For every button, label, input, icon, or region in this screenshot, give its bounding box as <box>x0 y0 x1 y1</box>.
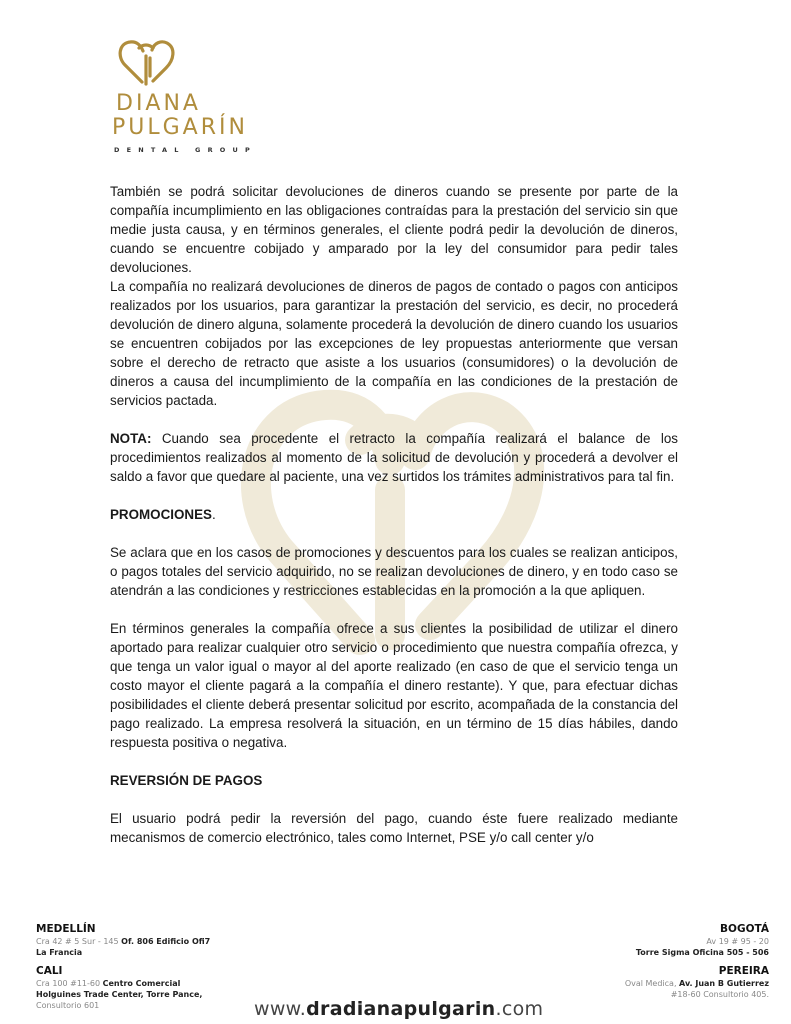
address-medellin-line2 <box>36 947 276 958</box>
paragraph-devoluciones-incumplimiento: También se podrá solicitar devoluciones de dineros cuando se presente por parte de la compañía incumplimiento en las obligaciones contraídas para la prestación del servicio sin que medie justa causa, y en términos generales, el cliente podrá pedir la devolución de dineros, cuando se encuentre cobijado y amparado por la ley del consumidor para pedir tales devoluciones. <box>110 184 678 275</box>
city-cali: CALI <box>36 965 63 977</box>
address-pereira-line1 <box>529 978 769 989</box>
document-body <box>110 182 678 847</box>
company-logo <box>112 38 257 154</box>
paragraph-promociones: Se aclara que en los casos de promociones y descuentos para los cuales se realizan anticipos, o pagos totales del servicio adquirido, no se realizan devoluciones de dinero, y en todo caso se atendrán a las condiciones y restricciones establecidas en la promoción a la que apliquen. <box>110 545 678 598</box>
logo-name-line2: PULGARÍN <box>112 115 248 140</box>
city-bogota: BOGOTÁ <box>720 923 769 935</box>
address-bogota-building: Torre Sigma Oficina 505 - 506 <box>635 948 769 957</box>
address-pereira-line2: #18-60 Consultorio 405. <box>670 990 769 999</box>
logo-subtitle: DENTAL GROUP <box>114 146 257 154</box>
address-bogota-line1: Av 19 # 95 - 20 <box>706 937 769 946</box>
website-domain: dradianapulgarin <box>306 998 496 1020</box>
paragraph-reversion: El usuario podrá pedir la reversión del pago, cuando éste fuere realizado mediante mecanismos de comercio electrónico, tales como Internet, PSE y/o call center y/o <box>110 811 678 845</box>
nota-text: Cuando sea procedente el retracto la compañía realizará el balance de los procedimientos realizados al momento de la solicitud de devolución y procederá a devolver el saldo a favor que quedare al paciente, una vez surtidos los trámites administrativos para tal fin. <box>110 431 678 484</box>
heart-logo-icon <box>116 38 180 86</box>
address-bogota-line2 <box>529 947 769 958</box>
website-prefix: www. <box>254 998 307 1020</box>
address-pereira-light: Oval Medica, <box>624 979 680 988</box>
address-medellin-light: Cra 42 # 5 Sur - 145 <box>36 937 122 946</box>
heading-reversion-pagos: REVERSIÓN DE PAGOS <box>110 773 263 788</box>
website-suffix: .com <box>495 998 544 1020</box>
address-cali-building: Holguines Trade Center, Torre Pance, <box>36 990 203 999</box>
address-medellin-bold: Of. 806 Edificio Ofi7 <box>121 937 211 946</box>
footer-offices-right <box>529 922 769 1000</box>
nota-label: NOTA: <box>110 431 152 446</box>
promociones-heading: PROMOCIONES <box>110 507 212 522</box>
address-medellin-line1 <box>36 936 276 947</box>
paragraph-no-devoluciones: La compañía no realizará devoluciones de dineros de pagos de contado o pagos con anticipos realizados por los usuarios, para garantizar la prestación del servicio, es decir, no procederá devolución de dinero alguna, solamente procederá la devolución de dinero cuando los usuarios se encuentren cobijados por las excepciones de ley propuestas anteriormente que versan sobre el derecho de retracto que asiste a los usuarios (consumidores) o la devolución de dineros a causa del incumplimiento de la compañía en las condiciones de la prestación de servicios pactada. <box>110 279 678 408</box>
heading-promociones <box>110 505 678 524</box>
address-cali-light: Cra 100 #11-60 <box>36 979 103 988</box>
address-cali-line2 <box>36 989 276 1000</box>
city-pereira: PEREIRA <box>718 965 769 977</box>
city-medellin: MEDELLÍN <box>36 923 96 935</box>
footer-offices-left <box>36 922 276 1011</box>
paragraph-terminos-generales: En términos generales la compañía ofrece a sus clientes la posibilidad de utilizar el dinero aportado para realizar cualquier otro servicio o procedimiento que nuestra compañía ofrezca, y que tenga un valor igual o mayor al del aporte realizado (en caso de que el servicio tenga un costo mayor el cliente pagará a la compañía el dinero restante). Y que, para efectuar dichas posibilidades el cliente deberá presentar solicitud por escrito, acompañada de la constancia del pago realizado. La empresa resolverá la situación, en un término de 15 días hábiles, dando respuesta positiva o negativa. <box>110 621 678 750</box>
paragraph-nota <box>110 429 678 486</box>
address-medellin-neighborhood: La Francia <box>36 948 83 957</box>
address-cali-bold: Centro Comercial <box>102 979 181 988</box>
website-link[interactable] <box>254 998 543 1020</box>
address-cali-line3: Consultorio 601 <box>36 1001 100 1010</box>
logo-name-line1: DIANA <box>116 91 201 116</box>
address-cali-line1 <box>36 978 276 989</box>
promociones-dot: . <box>211 507 216 522</box>
address-pereira-bold: Av. Juan B Gutierrez <box>679 979 769 988</box>
